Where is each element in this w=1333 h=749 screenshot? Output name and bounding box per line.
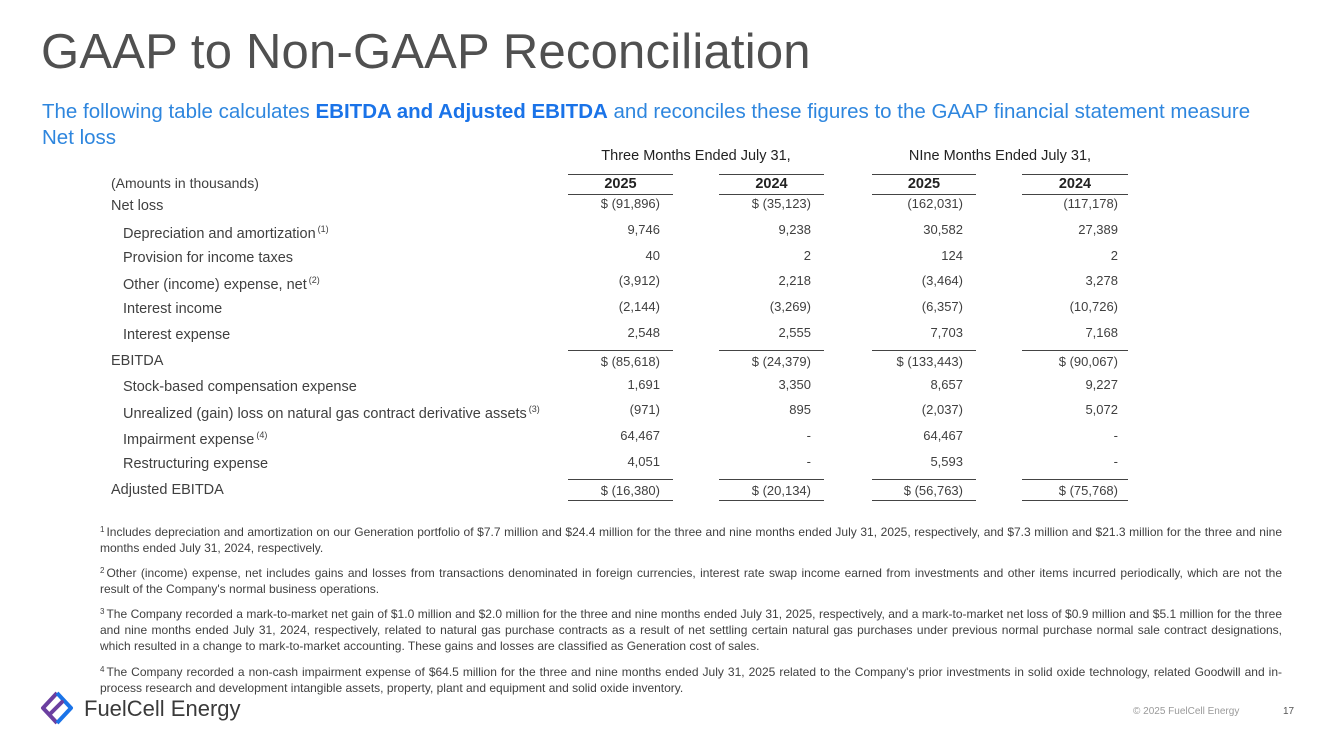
table-cell: (3,269)	[769, 299, 811, 315]
footnote-3	[100, 604, 1282, 654]
table-cell: $ (35,123)	[751, 196, 811, 211]
table-cell: (3,912)	[618, 273, 660, 289]
copyright: © 2025 FuelCell Energy	[1133, 706, 1240, 717]
table-cell: -	[806, 428, 811, 444]
table-cell: -	[1113, 428, 1118, 444]
table-cell: (971)	[629, 402, 660, 418]
row-label	[111, 482, 224, 498]
table-cell: $ (20,134)	[719, 479, 824, 498]
fuelcell-logo-icon	[40, 691, 74, 725]
row-label-text: Depreciation and amortization	[123, 225, 316, 242]
table-cell: $ (133,443)	[872, 350, 976, 369]
group-header-nine-months: NIne Months Ended July 31,	[908, 148, 1092, 164]
footnote-number: 2	[100, 566, 105, 575]
footnote-text: The Company recorded a non-cash impairment expense of $64.5 million for the three and nine months ended July 31, 2025 related to the Company's prior investments in solid oxide technology, related Goodwill and in-process research and development intangible assets, property, plant and equipment and solid oxide inventory.	[100, 665, 1282, 695]
table-cell: 2	[1110, 247, 1118, 263]
table-cell: 9,238	[778, 221, 811, 237]
table-row	[0, 376, 1333, 405]
row-label-text: Stock-based compensation expense	[123, 378, 357, 395]
year-header: 2025	[568, 174, 673, 195]
table-cell: 3,350	[778, 376, 811, 392]
amounts-label: (Amounts in thousands)	[111, 175, 259, 191]
table-cell: 40	[645, 247, 660, 263]
table-row	[0, 404, 1333, 430]
total-underline	[719, 500, 824, 501]
table-cell: 30,582	[923, 221, 963, 237]
table-cell: (162,031)	[907, 196, 963, 211]
subtitle-highlight: EBITDA and Adjusted EBITDA	[315, 100, 608, 123]
table-cell: 8,657	[930, 376, 963, 392]
row-label-text: Other (income) expense, net	[123, 277, 307, 294]
total-underline	[568, 500, 673, 501]
table-cell: -	[806, 454, 811, 469]
table-cell: $ (75,768)	[1022, 479, 1128, 498]
table-cell: (2,037)	[921, 402, 963, 418]
table-cell: 124	[941, 247, 963, 263]
table-cell: (117,178)	[1063, 196, 1118, 211]
table-cell: (2,144)	[618, 299, 660, 315]
table-row	[0, 275, 1333, 301]
table-cell: 2,555	[778, 325, 811, 340]
table-cell: 895	[789, 402, 811, 418]
table-cell: 7,168	[1085, 325, 1118, 340]
row-label	[123, 301, 222, 317]
row-label	[123, 327, 230, 343]
table-cell: 7,703	[930, 325, 963, 340]
footnote-text: The Company recorded a mark-to-market net gain of $1.0 million and $2.0 million for the three and nine months ended July 31, 2025, respectively, and a mark-to-market net loss of $0.9 million and $5.1 million for the three and nine months ended July 31, 2024, respectively, related to natural gas purchase contracts as a result of net settling certain natural gas purchases under previous normal purchase normal sale contract designations, which resulted in a change to mark-to-market accounting. These gains and losses are classified as Generation cost of sales.	[100, 607, 1282, 653]
table-cell: 5,593	[930, 454, 963, 469]
year-header: 2024	[1022, 174, 1128, 195]
table-cell: 3,278	[1085, 273, 1118, 289]
row-label-text: Provision for income taxes	[123, 249, 294, 266]
total-underline	[1022, 500, 1128, 501]
group-header-three-months: Three Months Ended July 31,	[601, 148, 791, 164]
table-cell: 64,467	[923, 428, 963, 444]
row-label-text: Adjusted EBITDA	[111, 481, 224, 498]
footnote-text: Includes depreciation and amortization on our Generation portfolio of $7.7 million and $24.4 million for the three and nine months ended July 31, 2025, respectively, and $7.3 million and $21.3 million for the three and nine months ended July 31, 2024, respectively.	[100, 525, 1282, 555]
footnote-ref: (4)	[256, 430, 268, 441]
table-row	[0, 430, 1333, 456]
table-cell: (10,726)	[1069, 299, 1118, 315]
table-cell: 5,072	[1085, 402, 1118, 418]
row-label	[123, 224, 329, 242]
table-cell: 1,691	[627, 376, 660, 392]
table-cell: $ (85,618)	[568, 350, 673, 369]
footnote-ref: (1)	[317, 223, 329, 234]
subtitle-text-end: and reconciles these figures to the GAAP financial statement measure Net loss	[42, 100, 1251, 149]
table-cell: 2	[803, 247, 811, 263]
footnote-number: 1	[100, 525, 105, 534]
year-header: 2025	[872, 174, 976, 195]
footnote-2	[100, 563, 1282, 597]
table-cell: $ (56,763)	[872, 479, 976, 498]
row-label-text: Impairment expense	[123, 432, 255, 449]
table-cell: 9,746	[627, 221, 660, 237]
total-underline	[872, 500, 976, 501]
row-label	[111, 198, 163, 214]
table-cell: (6,357)	[921, 299, 963, 315]
year-header: 2024	[719, 174, 824, 195]
row-label-text: EBITDA	[111, 352, 164, 369]
row-label-text: Interest income	[123, 301, 223, 318]
row-label-text: Unrealized (gain) loss on natural gas contract derivative assets	[123, 406, 527, 423]
table-row	[0, 198, 1333, 224]
row-label	[123, 430, 267, 448]
table-cell: 2,548	[627, 325, 660, 340]
table-cell: 4,051	[627, 454, 660, 469]
page-title: GAAP to Non-GAAP Reconciliation	[41, 25, 811, 79]
row-label-text: Restructuring expense	[123, 456, 269, 472]
row-label	[123, 379, 357, 395]
logo-text: FuelCell Energy	[84, 696, 241, 721]
footnote-number: 3	[100, 607, 105, 616]
row-label-text: Interest expense	[123, 327, 231, 343]
table-row	[0, 247, 1333, 276]
table-row	[0, 353, 1333, 379]
page-number: 17	[1283, 706, 1295, 717]
table-cell: $ (90,067)	[1022, 350, 1128, 369]
footnote-1	[100, 522, 1282, 556]
table-cell: $ (16,380)	[568, 479, 673, 498]
table-cell: $ (24,379)	[719, 350, 824, 369]
table-row	[0, 221, 1333, 250]
row-label	[123, 275, 320, 293]
footnote-4	[100, 662, 1282, 696]
subtitle-text: The following table calculates	[42, 100, 316, 123]
table-row	[0, 482, 1333, 508]
row-label	[123, 456, 268, 472]
row-label	[111, 353, 163, 369]
footnote-ref: (3)	[528, 404, 540, 415]
table-cell: 64,467	[620, 428, 660, 444]
table-cell: 9,227	[1085, 376, 1118, 392]
table-cell: 27,389	[1078, 221, 1118, 237]
row-label	[123, 404, 540, 422]
table-cell: 2,218	[778, 273, 811, 289]
footnote-ref: (2)	[308, 275, 320, 286]
table-row	[0, 301, 1333, 327]
footnote-text: Other (income) expense, net includes gains and losses from transactions denominated in foreign currencies, interest rate swap income earned from investments and other items incurred periodically, which are not the result of the Company's normal business operations.	[100, 566, 1282, 596]
table-cell: (3,464)	[921, 273, 963, 289]
footnote-number: 4	[100, 665, 105, 674]
row-label-text: Net loss	[111, 198, 164, 214]
table-cell: -	[1113, 454, 1118, 469]
row-label	[123, 250, 293, 266]
page-subtitle	[42, 99, 1282, 151]
table-cell: $ (91,896)	[600, 196, 660, 211]
